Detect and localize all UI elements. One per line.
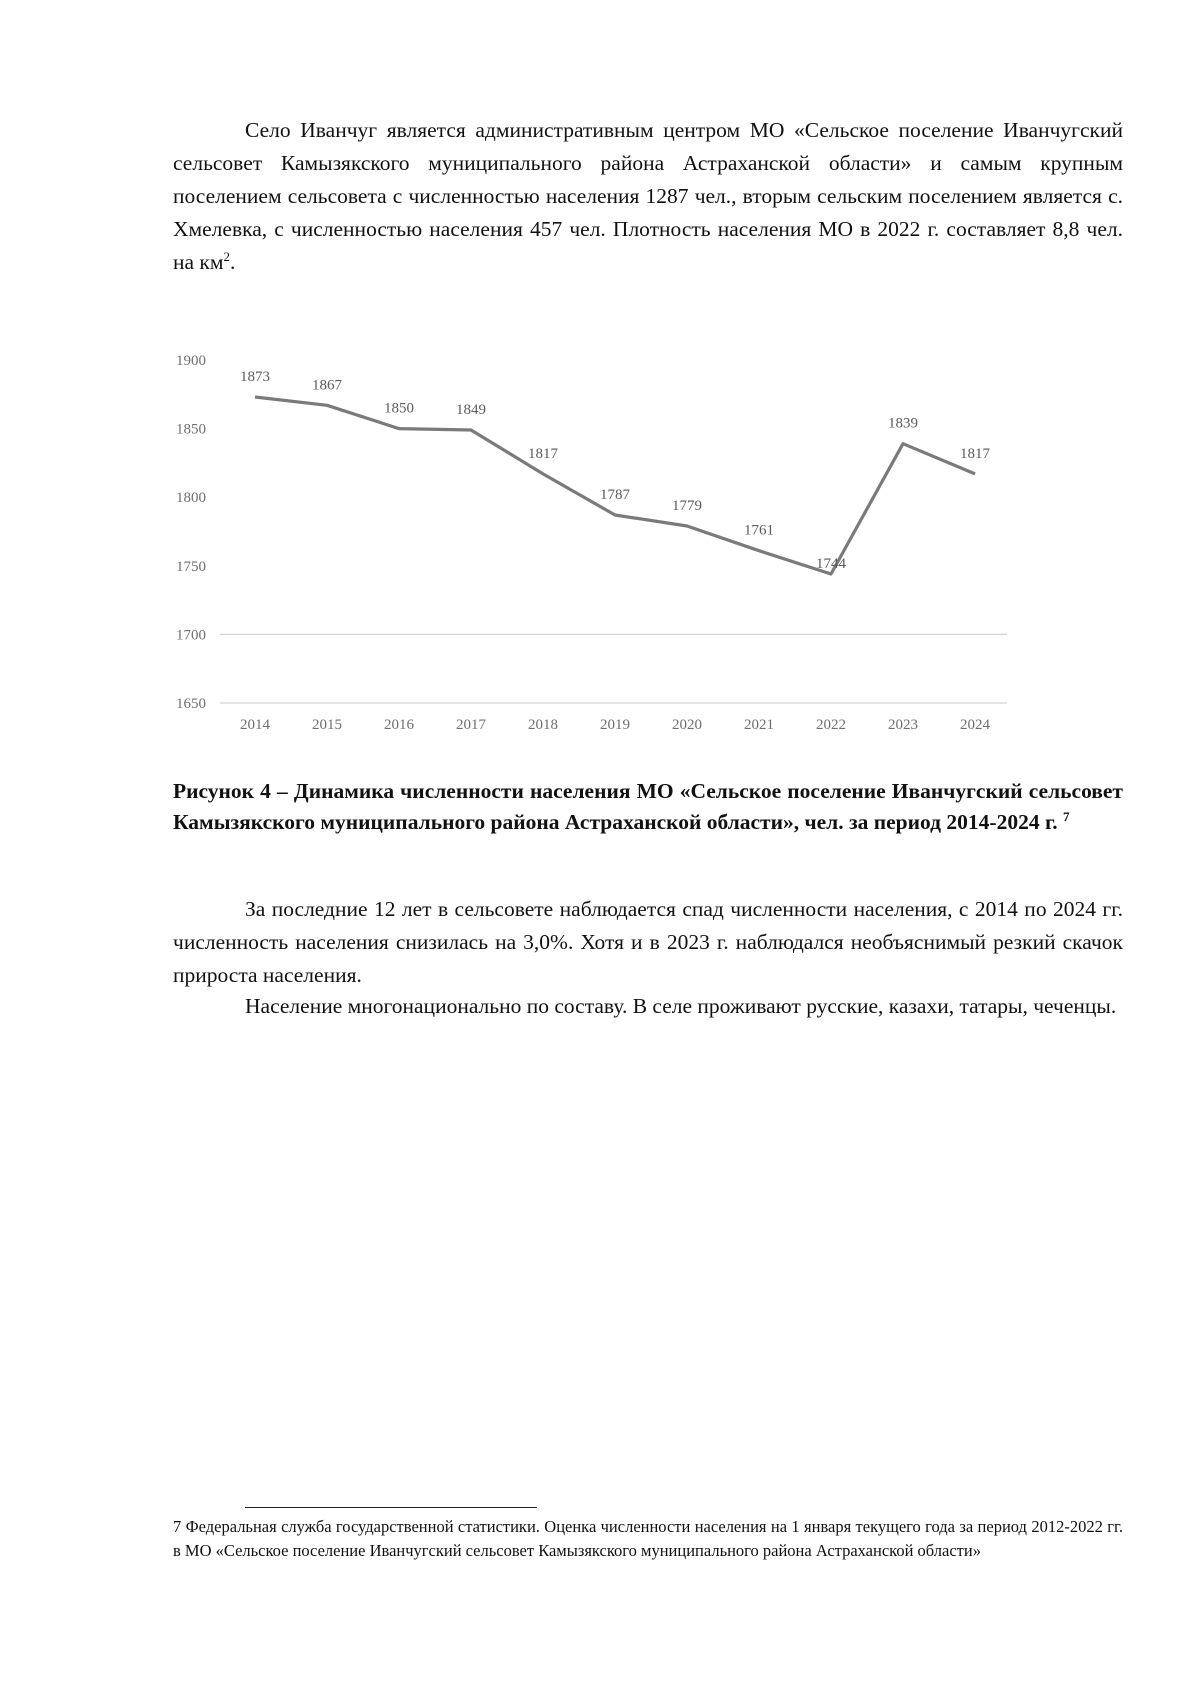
x-tick-label: 2017 <box>456 717 486 733</box>
figure-caption <box>173 776 1123 838</box>
intro-text: Село Иванчуг является административным центром МО «Сельское поселение Иванчугский сельсовет Камызякского муниципального района Астраханской области» и самым крупным поселением сельсовета с численностью населения 1287 чел., вторым сельским поселением является с. Хмелевка, с численностью населения 457 чел. Плотность населения МО в 2022 г. составляет 8,8 чел. на км <box>173 118 1123 274</box>
x-tick-label: 2016 <box>384 717 414 733</box>
x-tick-label: 2018 <box>528 717 558 733</box>
y-tick-label: 1800 <box>176 490 206 507</box>
footnote-separator <box>245 1507 537 1508</box>
data-label: 1849 <box>456 401 486 418</box>
population-line-chart <box>170 340 1110 770</box>
x-tick-label: 2015 <box>312 717 342 733</box>
caption-footnote-ref: 7 <box>1063 808 1070 824</box>
data-label: 1817 <box>528 445 558 462</box>
chart-x-axis <box>240 717 991 733</box>
x-tick-label: 2022 <box>816 717 846 733</box>
intro-period: . <box>229 250 236 274</box>
intro-paragraph <box>173 114 1123 279</box>
chart-series-line-group <box>255 397 975 574</box>
data-label: 1787 <box>600 487 630 504</box>
data-label: 1850 <box>384 400 414 417</box>
x-tick-label: 2014 <box>240 717 270 733</box>
data-label: 1873 <box>240 369 270 386</box>
data-label: 1817 <box>960 445 990 462</box>
data-label: 1744 <box>816 556 846 573</box>
chart-data-labels <box>240 369 991 572</box>
chart-y-axis <box>176 353 206 712</box>
series-line <box>255 397 975 574</box>
chart-gridlines <box>220 634 1007 703</box>
x-tick-label: 2021 <box>744 717 774 733</box>
superscript-2: 2 <box>223 248 230 264</box>
data-label: 1867 <box>312 377 342 394</box>
y-tick-label: 1650 <box>176 696 206 712</box>
ethnic-paragraph: Население многонационально по составу. В селе проживают русские, казахи, татары, чеченцы. <box>245 994 1117 1018</box>
x-tick-label: 2023 <box>888 717 918 733</box>
data-label: 1761 <box>744 522 774 539</box>
x-tick-label: 2020 <box>672 717 702 733</box>
footnote: 7 Федеральная служба государственной статистики. Оценка численности населения на 1 января текущего года за период 2012-2022 гг. в МО «Сельское поселение Иванчугский сельсовет Камызякского муниципального района Астраханской области» <box>173 1517 1123 1560</box>
x-tick-label: 2019 <box>600 717 630 733</box>
y-tick-label: 1700 <box>176 627 206 644</box>
decline-paragraph: За последние 12 лет в сельсовете наблюдается спад численности населения, с 2014 по 2024 гг. численность населения снизилась на 3,0%. Хотя и в 2023 г. наблюдался необъяснимый резкий скачок прироста населения. <box>173 897 1123 987</box>
y-tick-label: 1900 <box>176 353 206 369</box>
data-label: 1779 <box>672 498 702 515</box>
data-label: 1839 <box>888 415 918 432</box>
y-tick-label: 1750 <box>176 558 206 575</box>
y-tick-label: 1850 <box>176 421 206 438</box>
x-tick-label: 2024 <box>960 717 990 733</box>
caption-text: Рисунок 4 – Динамика численности населения МО «Сельское поселение Иванчугский сельсовет Камызякского муниципального района Астраханской области», чел. за период 2014-2024 г. <box>173 779 1123 834</box>
